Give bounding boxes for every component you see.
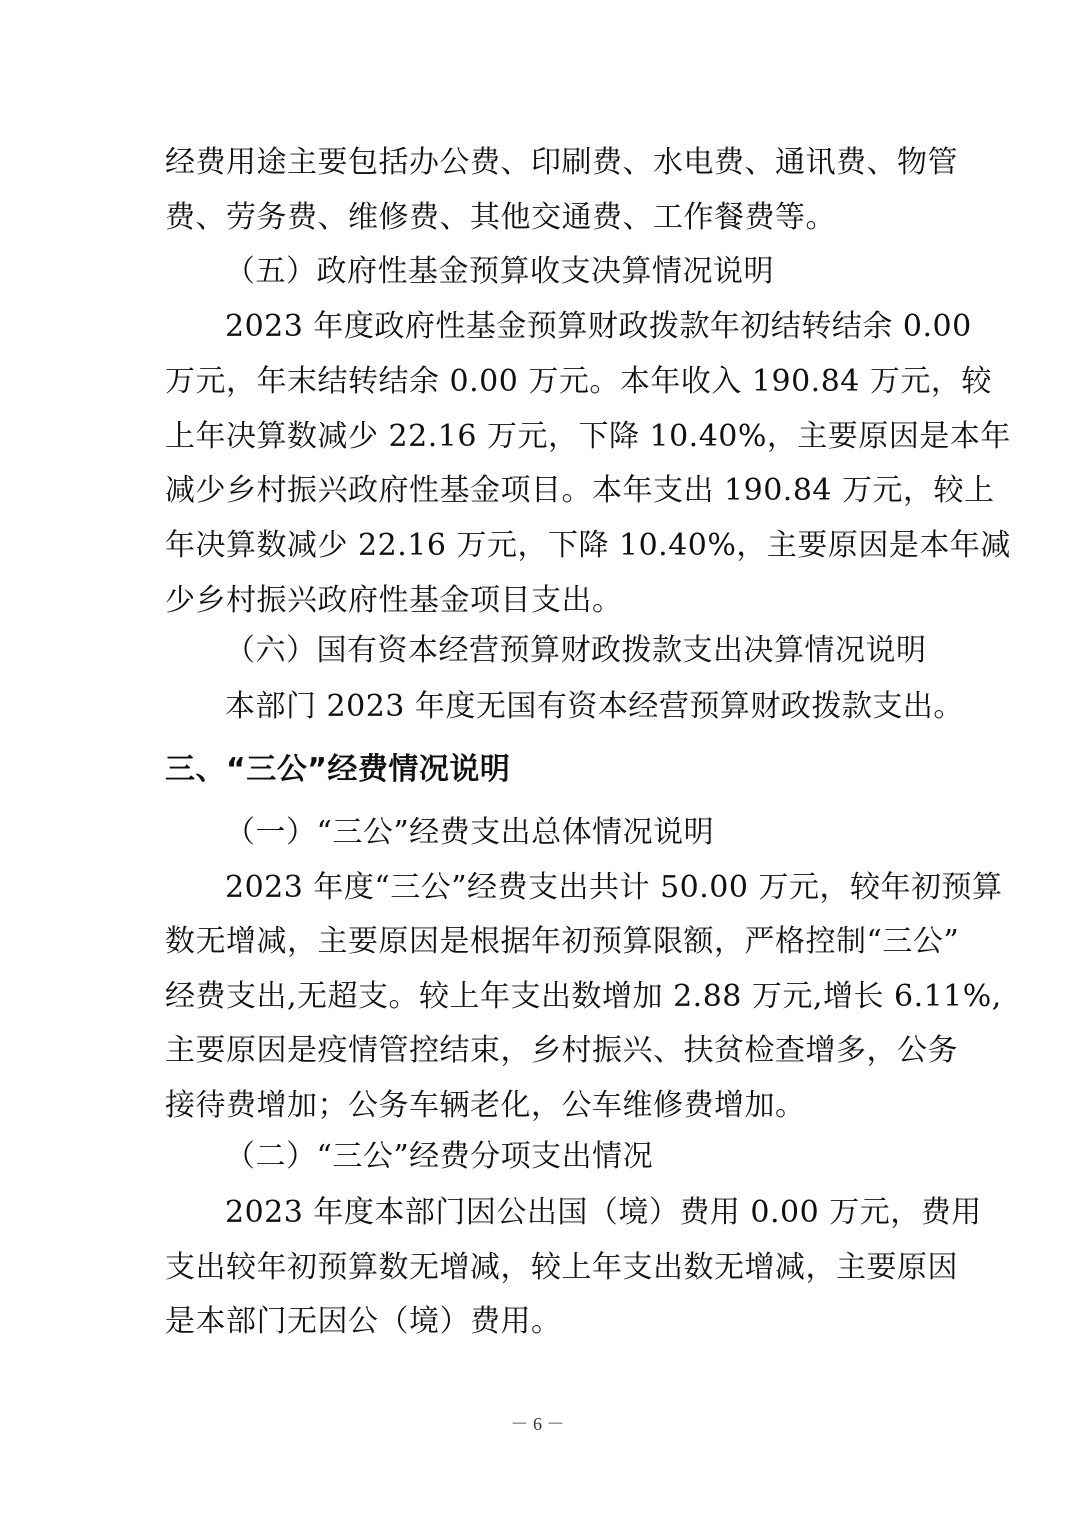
paragraph-line: 2023 年度“三公”经费支出共计 50.00 万元，较年初预算	[225, 870, 1003, 905]
section-heading: （六）国有资本经营预算财政拨款支出决算情况说明	[225, 633, 927, 668]
paragraph-line: 经费用途主要包括办公费、印刷费、水电费、通讯费、物管	[165, 145, 958, 180]
paragraph-line: 2023 年度本部门因公出国（境）费用 0.00 万元，费用	[225, 1195, 982, 1230]
paragraph-line: 本部门 2023 年度无国有资本经营预算财政拨款支出。	[225, 689, 964, 724]
paragraph-line: 主要原因是疫情管控结束，乡村振兴、扶贫检查增多，公务	[165, 1033, 958, 1068]
paragraph-line: 万元，年末结转结余 0.00 万元。本年收入 190.84 万元，较	[165, 364, 992, 399]
paragraph-line: 是本部门无因公（境）费用。	[165, 1304, 562, 1339]
main-heading: 三、“三公”经费情况说明	[165, 752, 511, 787]
paragraph-line: 上年决算数减少 22.16 万元，下降 10.40%，主要原因是本年	[165, 419, 1011, 454]
paragraph-line: 少乡村振兴政府性基金项目支出。	[165, 583, 623, 618]
paragraph-line: 2023 年度政府性基金预算财政拨款年初结转结余 0.00	[225, 309, 972, 344]
paragraph-line: 年决算数减少 22.16 万元，下降 10.40%，主要原因是本年减	[165, 528, 1011, 563]
paragraph-line: 经费支出,无超支。较上年支出数增加 2.88 万元,增长 6.11%,	[165, 979, 1002, 1014]
paragraph-line: 支出较年初预算数无增减，较上年支出数无增减，主要原因	[165, 1250, 958, 1285]
section-heading: （一）“三公”经费支出总体情况说明	[225, 815, 715, 850]
paragraph-line: 数无增减，主要原因是根据年初预算限额，严格控制“三公”	[165, 924, 960, 959]
section-heading: （五）政府性基金预算收支决算情况说明	[225, 254, 774, 289]
page-number: － 6 －	[510, 1414, 565, 1434]
section-heading: （二）“三公”经费分项支出情况	[225, 1139, 654, 1174]
paragraph-line: 减少乡村振兴政府性基金项目。本年支出 190.84 万元，较上	[165, 473, 995, 508]
paragraph-line: 接待费增加；公务车辆老化，公车维修费增加。	[165, 1088, 806, 1123]
paragraph-line: 费、劳务费、维修费、其他交通费、工作餐费等。	[165, 200, 836, 235]
